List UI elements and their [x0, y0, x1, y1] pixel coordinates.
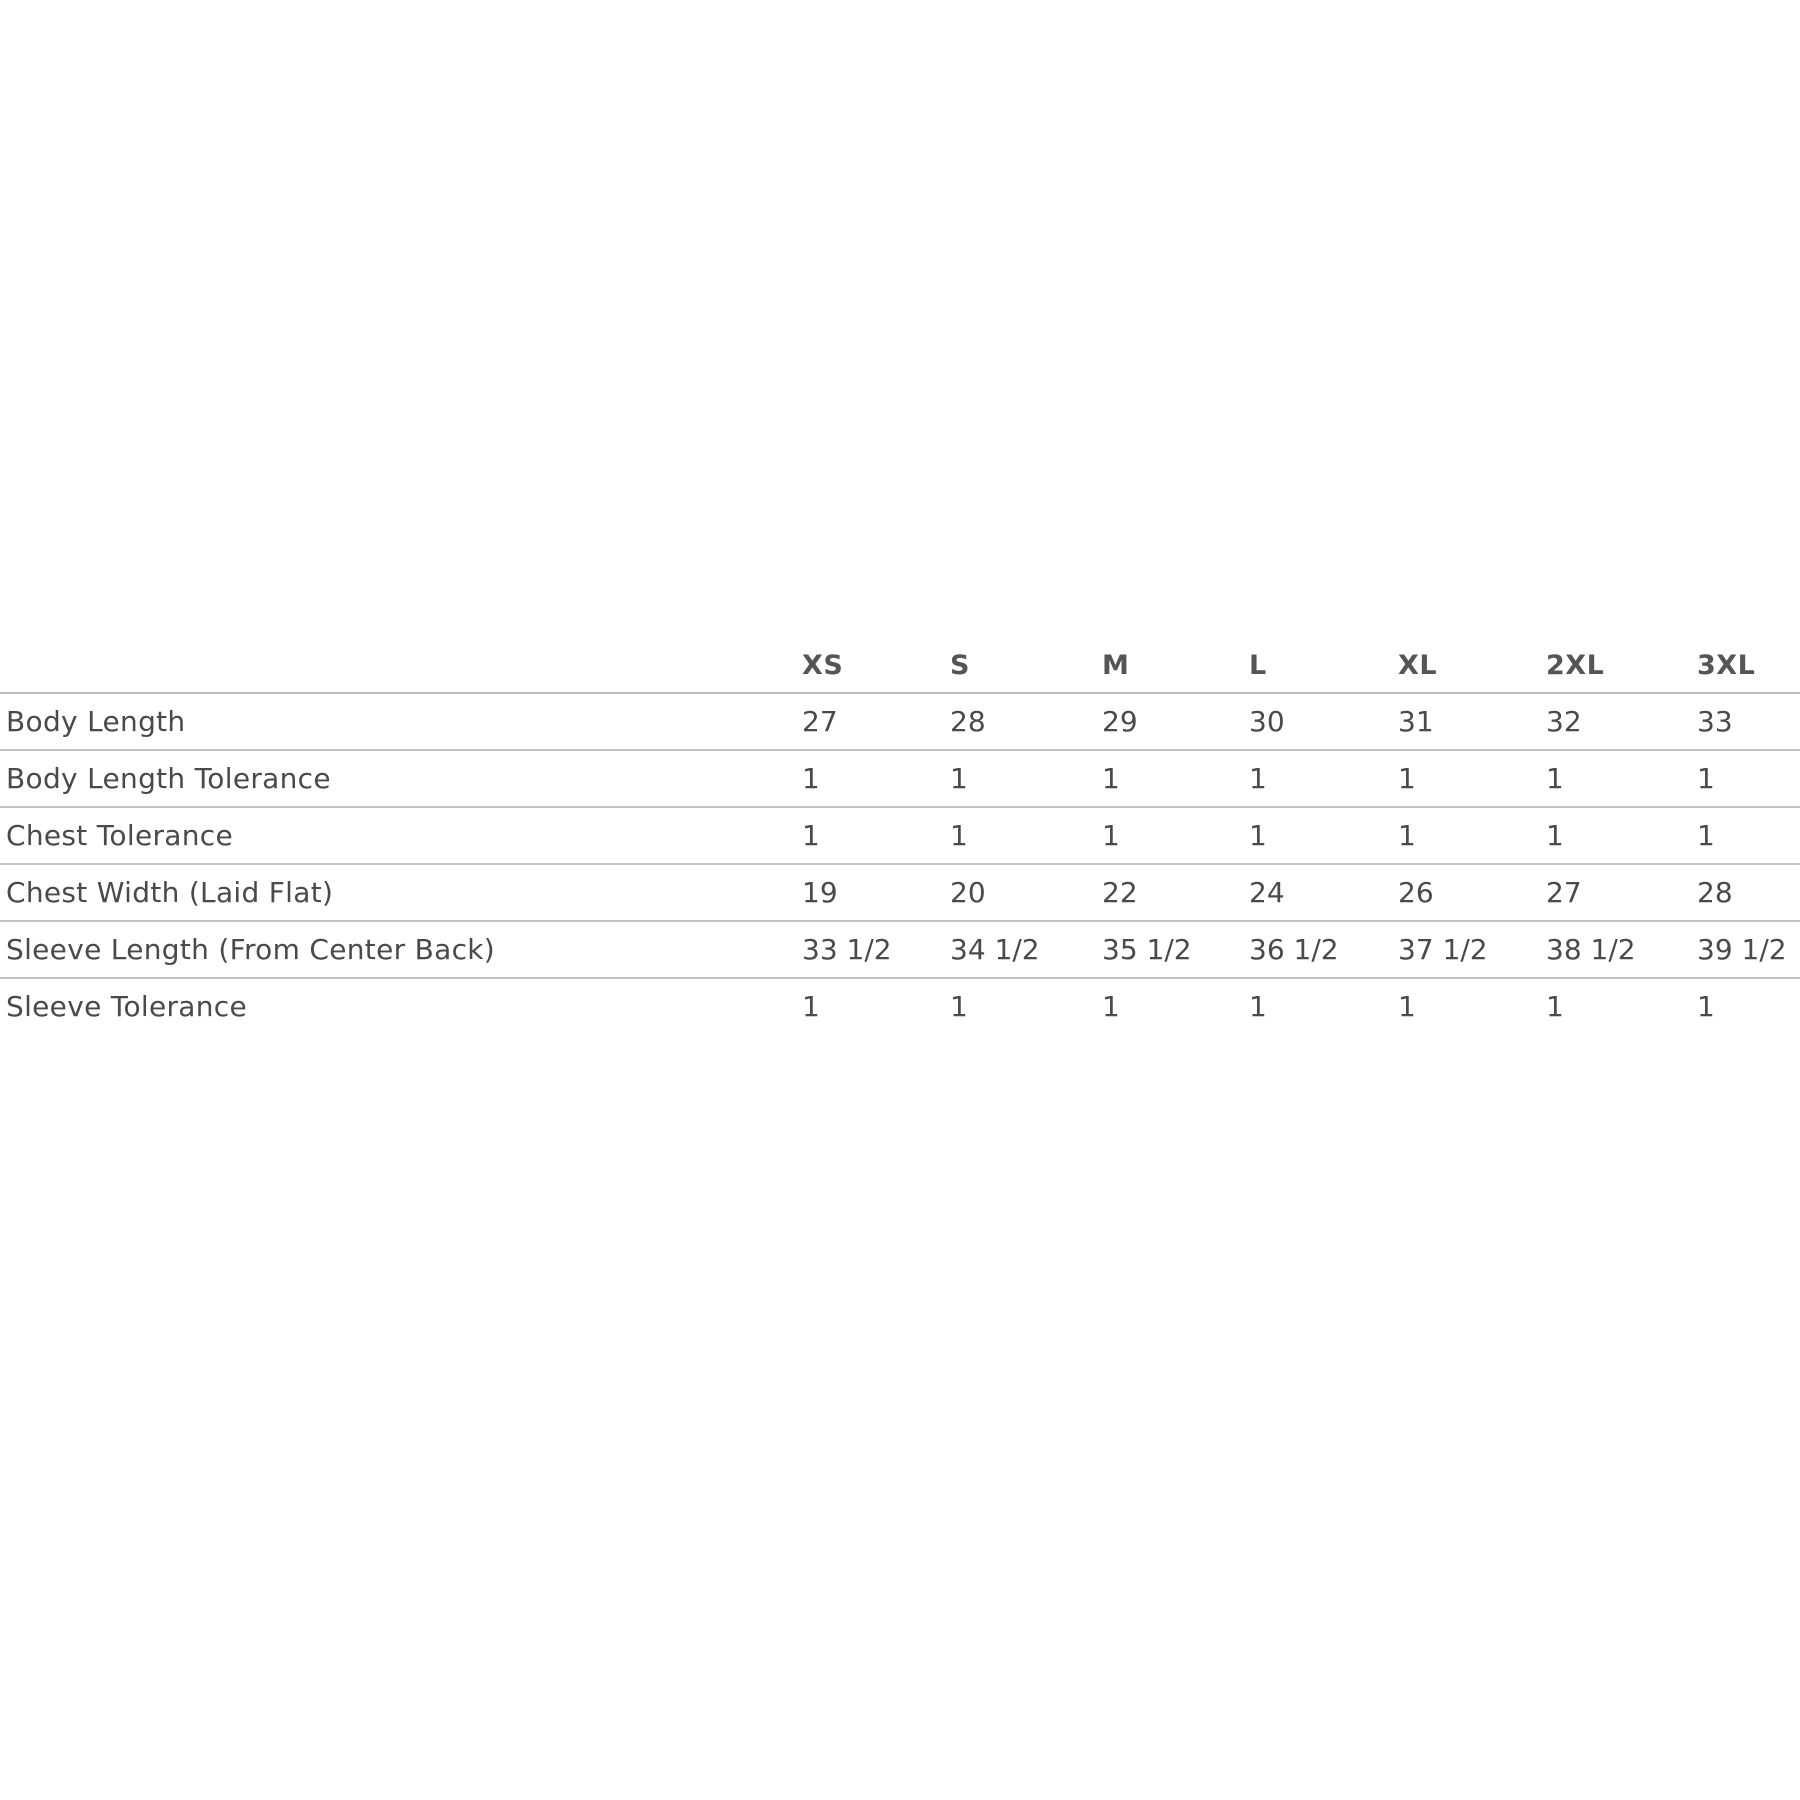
size-header-row	[0, 628, 1800, 693]
size-header: S	[950, 628, 1102, 693]
table-row	[0, 864, 1800, 921]
measurement-cell: 27	[802, 693, 950, 750]
measurement-cell: 27	[1546, 864, 1697, 921]
table-row	[0, 807, 1800, 864]
row-label: Body Length Tolerance	[0, 750, 802, 807]
measurement-cell: 32	[1546, 693, 1697, 750]
measurement-cell: 1	[1398, 750, 1546, 807]
measurement-cell: 30	[1249, 693, 1398, 750]
measurement-cell: 22	[1102, 864, 1249, 921]
measurement-cell: 1	[1249, 990, 1267, 1023]
row-label: Chest Tolerance	[0, 807, 802, 864]
measurement-cell: 33 1/2	[802, 921, 950, 978]
header-blank-cell	[0, 628, 802, 693]
measurement-cell: 31	[1398, 693, 1546, 750]
size-header: L	[1249, 628, 1398, 693]
table-row	[0, 750, 1800, 807]
row-label: Body Length	[0, 693, 802, 750]
measurement-cell: 34 1/2	[950, 921, 1102, 978]
measurement-cell: 1	[950, 807, 1102, 864]
measurement-cell: 1	[1546, 990, 1564, 1023]
measurement-cell: 19	[802, 864, 950, 921]
measurement-cell: 1	[1697, 750, 1800, 807]
table-row	[0, 693, 1800, 750]
measurement-cell: 1	[1249, 750, 1398, 807]
measurement-cell: 24	[1249, 864, 1398, 921]
size-header: M	[1102, 628, 1249, 693]
row-label: Chest Width (Laid Flat)	[0, 864, 802, 921]
measurement-cell: 1	[950, 750, 1102, 807]
measurement-cell: 1	[1398, 990, 1416, 1023]
size-header: XL	[1398, 628, 1546, 693]
measurement-cell: 1	[802, 807, 950, 864]
row-label: Sleeve Length (From Center Back)	[0, 921, 802, 978]
size-chart-table	[0, 628, 1800, 1034]
measurement-cell: 35 1/2	[1102, 921, 1249, 978]
measurement-cell: 38 1/2	[1546, 921, 1697, 978]
table-row	[0, 978, 1800, 1034]
table-row	[0, 921, 1800, 978]
size-header: XS	[802, 628, 950, 693]
measurement-cell: 1	[1249, 807, 1398, 864]
measurement-cell: 39 1/2	[1697, 921, 1800, 978]
measurement-cell: 1	[1102, 750, 1249, 807]
measurement-cell: 1	[1697, 990, 1715, 1023]
size-header: 2XL	[1546, 628, 1697, 693]
measurement-cell: 37 1/2	[1398, 921, 1546, 978]
size-header: 3XL	[1697, 628, 1800, 693]
measurement-cell: 1	[1546, 807, 1697, 864]
measurement-cell: 36 1/2	[1249, 921, 1398, 978]
measurement-cell: 28	[1697, 864, 1800, 921]
measurement-cell: 1	[950, 990, 968, 1023]
measurement-cell: 1	[1546, 750, 1697, 807]
measurement-cell: 1	[1102, 807, 1249, 864]
measurement-cell: 1	[802, 750, 950, 807]
measurement-cell: 29	[1102, 693, 1249, 750]
measurement-cell: 20	[950, 864, 1102, 921]
measurement-cell: 1	[1102, 990, 1120, 1023]
measurement-cell: 1	[1398, 807, 1546, 864]
measurement-cell: 26	[1398, 864, 1546, 921]
measurement-cell: 28	[950, 693, 1102, 750]
row-label: Sleeve Tolerance	[6, 990, 248, 1023]
measurement-cell: 1	[802, 990, 820, 1023]
measurement-cell: 33	[1697, 693, 1800, 750]
measurement-cell: 1	[1697, 807, 1800, 864]
